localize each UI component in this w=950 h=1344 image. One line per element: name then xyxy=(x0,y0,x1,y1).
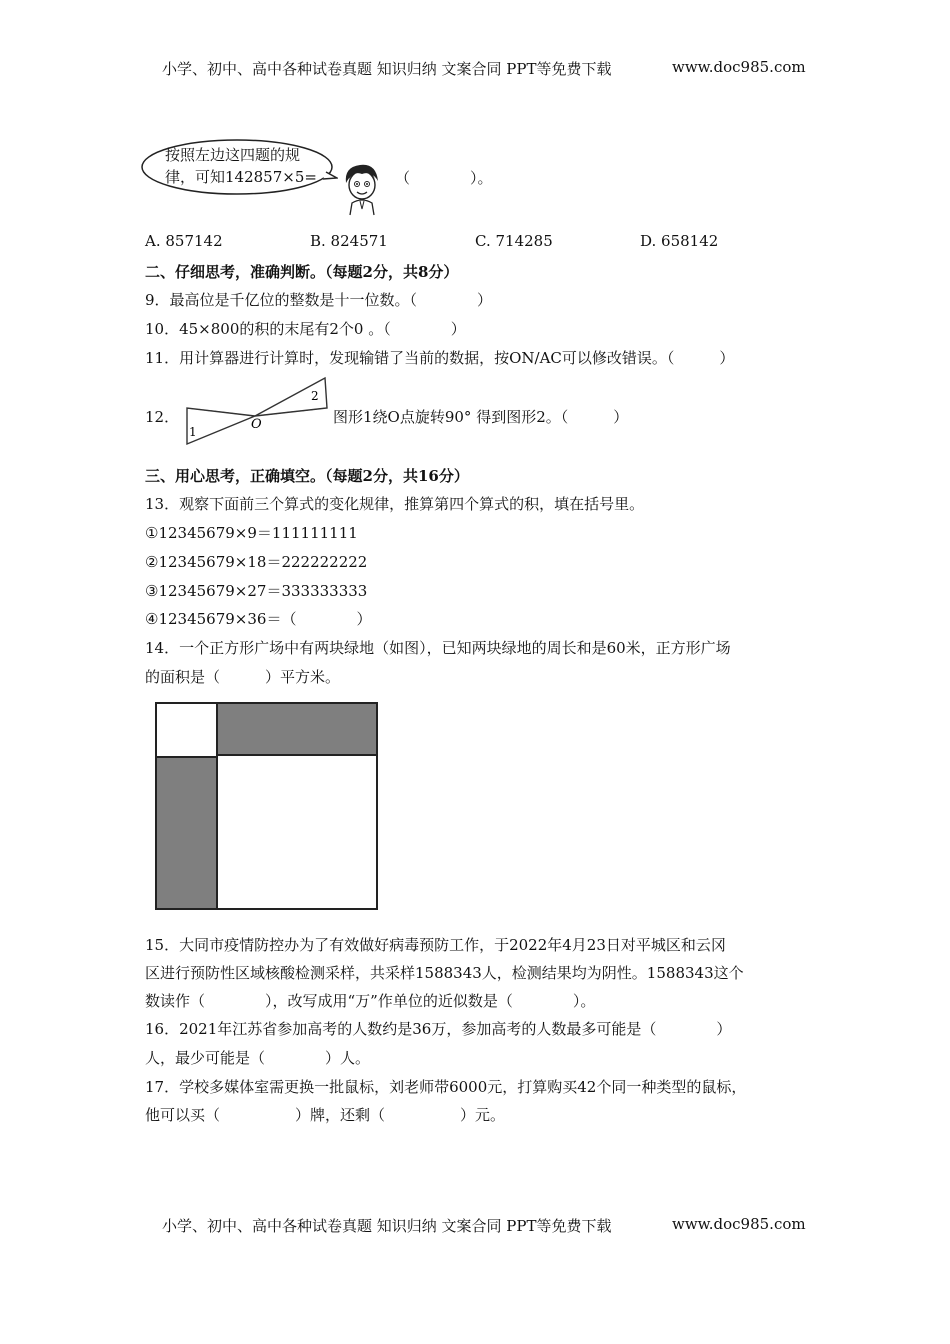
question-14-line-2: 的面积是（ ）平方米。 xyxy=(145,668,341,686)
question-9: 9．最高位是千亿位的整数是十一位数。（ ） xyxy=(145,291,493,309)
option-d[interactable]: D. 658142 xyxy=(640,232,719,250)
corner-square xyxy=(157,704,216,756)
q13-item-3: ③12345679×27＝333333333 xyxy=(145,582,368,600)
question-11: 11．用计算器进行计算时，发现输错了当前的数据，按ON/AC可以修改错误。（ ） xyxy=(145,349,735,367)
bubble-line-2: 律，可知142857×5= xyxy=(165,168,317,186)
question-15-line-3: 数读作（ ），改写成用“万”作单位的近似数是（ ）。 xyxy=(145,992,596,1010)
q13-item-1: ①12345679×9＝111111111 xyxy=(145,524,358,542)
question-15-line-1: 15．大同市疫情防控办为了有效做好病毒预防工作，于2022年4月23日对平城区和云冈 xyxy=(145,936,726,954)
q13-item-4: ④12345679×36＝（ ） xyxy=(145,610,372,628)
rotation-figure xyxy=(183,376,331,448)
question-10: 10．45×800的积的末尾有2个0 。（ ） xyxy=(145,320,466,338)
question-17-line-2: 他可以买（ ）牌，还剩（ ）元。 xyxy=(145,1106,506,1124)
square-plaza-figure xyxy=(155,702,378,910)
q13-item-2: ②12345679×18＝222222222 xyxy=(145,553,368,571)
question-17-line-1: 17．学校多媒体室需更换一批鼠标，刘老师带6000元，打算购买42个同一种类型的鼠标， xyxy=(145,1078,747,1096)
green-area-left xyxy=(157,756,218,908)
question-12-text: 图形1绕O点旋转90° 得到图形2。（ ） xyxy=(333,408,629,426)
header-url[interactable]: www.doc985.com xyxy=(672,58,806,76)
figure-label-2: 2 xyxy=(311,389,319,403)
footer-text: 小学、初中、高中各种试卷真题 知识归纳 文案合同 PPT等免费下载 xyxy=(162,1217,612,1235)
figure-label-1: 1 xyxy=(189,425,197,439)
figure-label-o: O xyxy=(251,417,262,432)
question-12-number: 12． xyxy=(145,408,180,426)
question-14-line-1: 14．一个正方形广场中有两块绿地（如图），已知两块绿地的周长和是60米，正方形广场 xyxy=(145,639,731,657)
option-a[interactable]: A. 857142 xyxy=(145,232,223,250)
q8-blank: （ ）。 xyxy=(395,169,493,187)
question-16-line-2: 人，最少可能是（ ）人。 xyxy=(145,1049,371,1067)
header-text: 小学、初中、高中各种试卷真题 知识归纳 文案合同 PPT等免费下载 xyxy=(162,60,612,78)
question-15-line-2: 区进行预防性区域核酸检测采样，共采样1588343人，检测结果均为阴性。1588343这个 xyxy=(145,964,744,982)
option-b[interactable]: B. 824571 xyxy=(310,232,388,250)
question-16-line-1: 16．2021年江苏省参加高考的人数约是36万，参加高考的人数最多可能是（ ） xyxy=(145,1020,732,1038)
question-13: 13．观察下面前三个算式的变化规律，推算第四个算式的积，填在括号里。 xyxy=(145,495,645,513)
section2-title: 二、仔细思考，准确判断。（每题2分，共8分） xyxy=(145,263,459,281)
boy-cartoon-icon xyxy=(340,163,384,217)
option-c[interactable]: C. 714285 xyxy=(475,232,553,250)
section3-title: 三、用心思考，正确填空。（每题2分，共16分） xyxy=(145,467,469,485)
green-area-top xyxy=(216,704,376,756)
bubble-line-1: 按照左边这四题的规 xyxy=(165,146,301,164)
footer-url[interactable]: www.doc985.com xyxy=(672,1215,806,1233)
